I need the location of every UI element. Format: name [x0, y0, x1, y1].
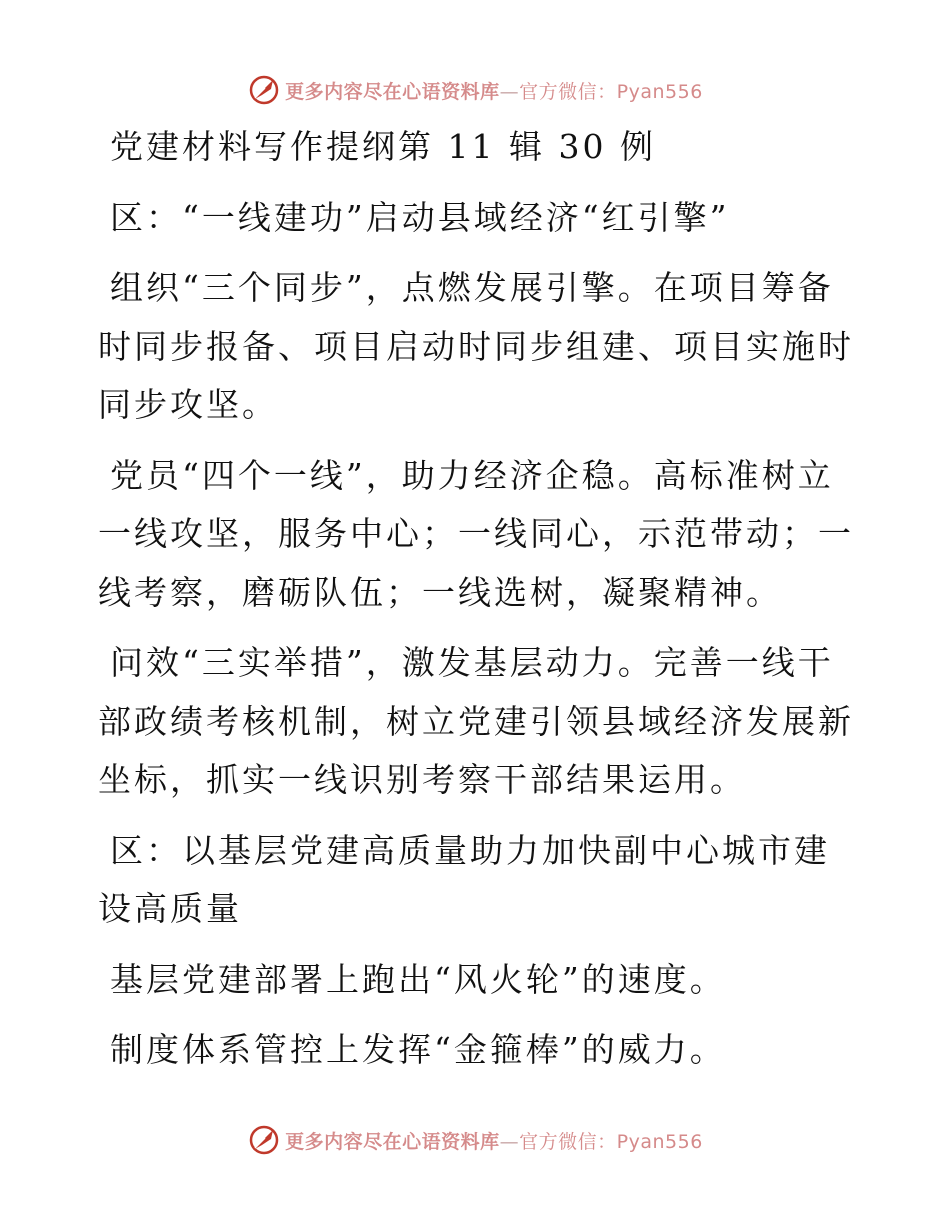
paragraph-3 — [98, 634, 858, 810]
watermark-text — [285, 77, 703, 104]
paragraph-2 — [98, 447, 858, 623]
header-watermark — [0, 70, 950, 110]
watermark-brand: 更多内容尽在心语资料库 — [285, 80, 500, 103]
document-title: 党建材料写作提纲第 11 辑 30 例 — [110, 127, 656, 166]
paragraph-2-text: 党员“四个一线”，助力经济企稳。高标准树立一线攻坚，服务中心；一线同心，示范带动；一线考察，磨砺队伍；一线选树，凝聚精神。 — [98, 455, 854, 612]
watermark-contact: 官方微信：Pyan556 — [519, 80, 703, 103]
quill-logo-icon — [247, 1123, 281, 1157]
section-heading-1: 区：“一线建功”启动县域经济“红引擎” — [110, 197, 730, 237]
paragraph-3-text: 问效“三实举措”，激发基层动力。完善一线干部政绩考核机制，树立党建引领县域经济发展新坐标，抓实一线识别考察干部结果运用。 — [98, 643, 854, 799]
footer-watermark — [0, 1120, 950, 1160]
paragraph-4: 基层党建部署上跑出“风火轮”的速度。 — [110, 959, 726, 999]
watermark-separator: — — [499, 1130, 520, 1153]
quill-logo-icon — [247, 73, 281, 107]
watermark-separator: — — [499, 80, 520, 103]
document-body — [98, 118, 858, 1080]
section-heading-2-text: 区：以基层党建高质量助力加快副中心城市建设高质量 — [98, 830, 830, 928]
paragraph-1-text: 组织“三个同步”，点燃发展引擎。在项目筹备时同步报备、项目启动时同步组建、项目实施时同步攻坚。 — [98, 268, 854, 424]
paragraph-1 — [98, 259, 858, 435]
paragraph-5: 制度体系管控上发挥“金箍棒”的威力。 — [110, 1030, 726, 1069]
section-heading-2 — [98, 822, 858, 939]
watermark-text — [285, 1127, 703, 1154]
watermark-brand: 更多内容尽在心语资料库 — [285, 1130, 500, 1153]
watermark-contact: 官方微信：Pyan556 — [519, 1130, 703, 1153]
